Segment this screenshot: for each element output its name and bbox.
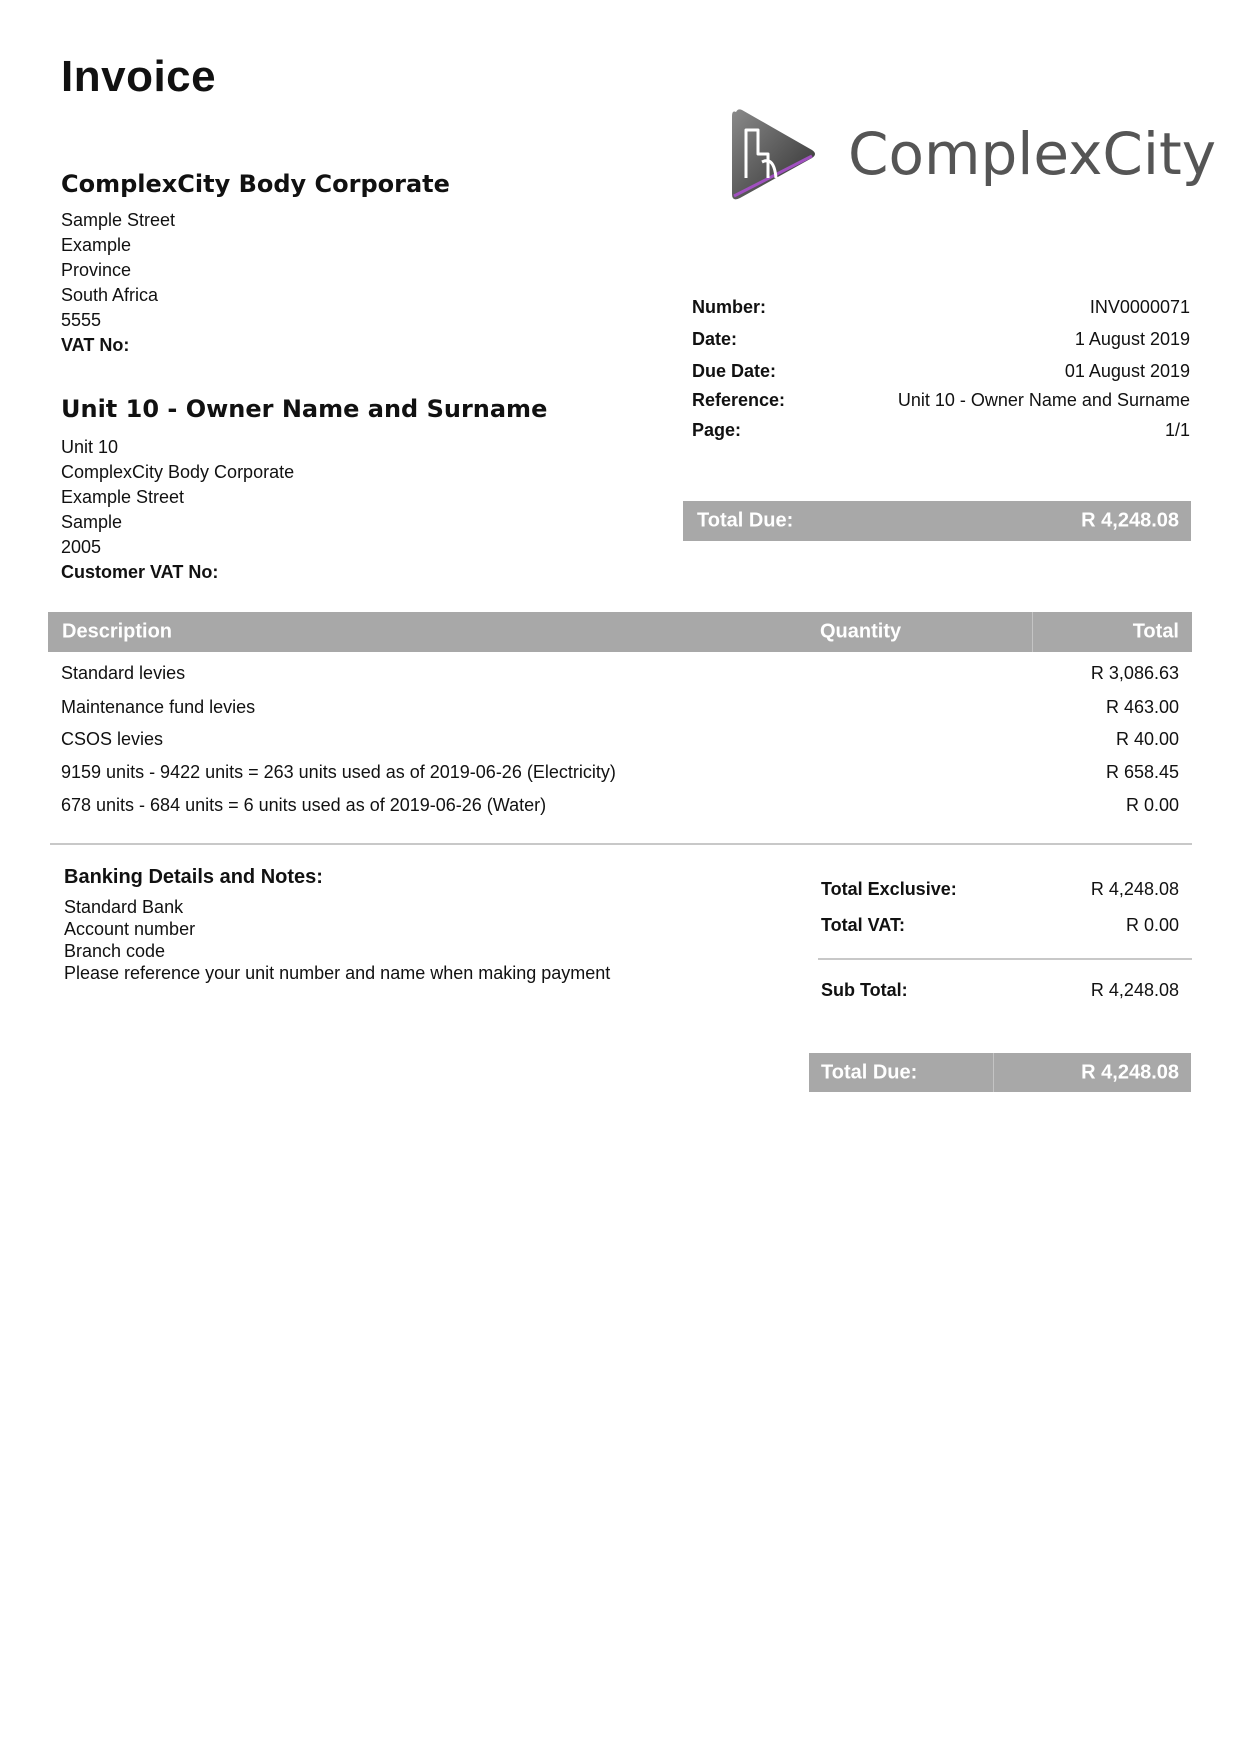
seller-address-line: South Africa <box>61 285 159 305</box>
banking-title: Banking Details and Notes: <box>64 866 323 888</box>
seller-address-line: Sample Street <box>61 210 176 230</box>
item-total: R 0.00 <box>1125 795 1179 815</box>
table-row <box>61 729 1179 759</box>
customer-address-line: 2005 <box>61 537 102 557</box>
company-logo <box>728 106 1217 206</box>
total-exclusive-label: Total Exclusive: <box>821 879 957 899</box>
item-description: Standard levies <box>61 663 186 683</box>
item-total: R 3,086.63 <box>1090 663 1179 683</box>
header-description: Description <box>62 620 173 643</box>
item-description: 9159 units - 9422 units = 263 units used as of 2019-06-26 (Electricity) <box>61 762 616 782</box>
meta-date-row <box>692 329 1190 355</box>
sub-total-label: Sub Total: <box>821 980 908 1000</box>
customer-address-line: Unit 10 <box>61 437 119 457</box>
meta-due-date-row <box>692 361 1190 387</box>
total-due-bottom-label: Total Due: <box>821 1061 918 1083</box>
item-description: Maintenance fund levies <box>61 697 256 717</box>
customer-name: Unit 10 - Owner Name and Surname <box>61 395 548 423</box>
table-row <box>61 795 1179 825</box>
total-vat-label: Total VAT: <box>821 915 905 935</box>
total-due-top-value: R 4,248.08 <box>1081 509 1179 532</box>
meta-reference-row <box>692 390 1190 416</box>
table-row <box>61 697 1179 727</box>
total-vat-value: R 0.00 <box>1125 915 1179 935</box>
table-row <box>61 762 1179 792</box>
total-due-top-label: Total Due: <box>697 509 794 532</box>
meta-due-date-value: 01 August 2019 <box>1064 361 1190 381</box>
header-divider <box>1032 612 1033 652</box>
item-description: 678 units - 684 units = 6 units used as of 2019-06-26 (Water) <box>61 795 547 815</box>
customer-address-line: Sample <box>61 512 123 532</box>
items-table-header <box>48 612 1192 652</box>
meta-date-value: 1 August 2019 <box>1074 329 1190 349</box>
meta-page-label: Page: <box>692 420 742 440</box>
item-total: R 463.00 <box>1105 697 1179 717</box>
meta-number-value: INV0000071 <box>1089 297 1190 317</box>
seller-address-line: Example <box>61 235 132 255</box>
total-due-top-bar <box>683 501 1191 541</box>
customer-address-line: Example Street <box>61 487 185 507</box>
meta-number-label: Number: <box>692 297 767 317</box>
total-exclusive-value: R 4,248.08 <box>1090 879 1179 899</box>
banking-line: Account number <box>64 919 196 939</box>
seller-address-line: 5555 <box>61 310 102 330</box>
header-quantity: Quantity <box>820 620 902 643</box>
meta-page-value: 1/1 <box>1164 420 1190 440</box>
invoice-title: Invoice <box>61 52 217 101</box>
summary-sub-total <box>821 980 1179 1006</box>
banking-line: Please reference your unit number and name when making payment <box>64 963 611 983</box>
seller-vat-label: VAT No: <box>61 335 130 355</box>
item-total: R 658.45 <box>1105 762 1179 782</box>
summary-total-exclusive <box>821 879 1179 905</box>
customer-address-line: ComplexCity Body Corporate <box>61 462 295 482</box>
meta-reference-label: Reference: <box>692 390 786 410</box>
item-total: R 40.00 <box>1115 729 1179 749</box>
items-divider <box>50 843 1192 845</box>
banking-line: Standard Bank <box>64 897 184 917</box>
summary-total-vat <box>821 915 1179 941</box>
banking-details <box>64 896 610 984</box>
meta-number-row <box>692 297 1190 323</box>
building-play-logo-icon <box>728 106 818 206</box>
seller-name: ComplexCity Body Corporate <box>61 170 450 198</box>
meta-page-row <box>692 420 1190 446</box>
seller-address-line: Province <box>61 260 132 280</box>
table-row <box>61 663 1179 693</box>
banking-line: Branch code <box>64 941 166 961</box>
customer-vat-label: Customer VAT No: <box>61 562 219 582</box>
logo-text: ComplexCity <box>848 120 1217 188</box>
summary-divider <box>818 958 1192 960</box>
total-due-bottom-bar <box>809 1053 1191 1092</box>
customer-address <box>61 435 294 585</box>
header-total: Total <box>1132 620 1179 643</box>
total-due-bottom-value: R 4,248.08 <box>1081 1061 1179 1083</box>
meta-reference-value: Unit 10 - Owner Name and Surname <box>897 390 1190 410</box>
meta-date-label: Date: <box>692 329 738 349</box>
total-due-divider <box>993 1053 994 1092</box>
meta-due-date-label: Due Date: <box>692 361 777 381</box>
seller-address <box>61 208 175 358</box>
sub-total-value: R 4,248.08 <box>1090 980 1179 1000</box>
item-description: CSOS levies <box>61 729 164 749</box>
